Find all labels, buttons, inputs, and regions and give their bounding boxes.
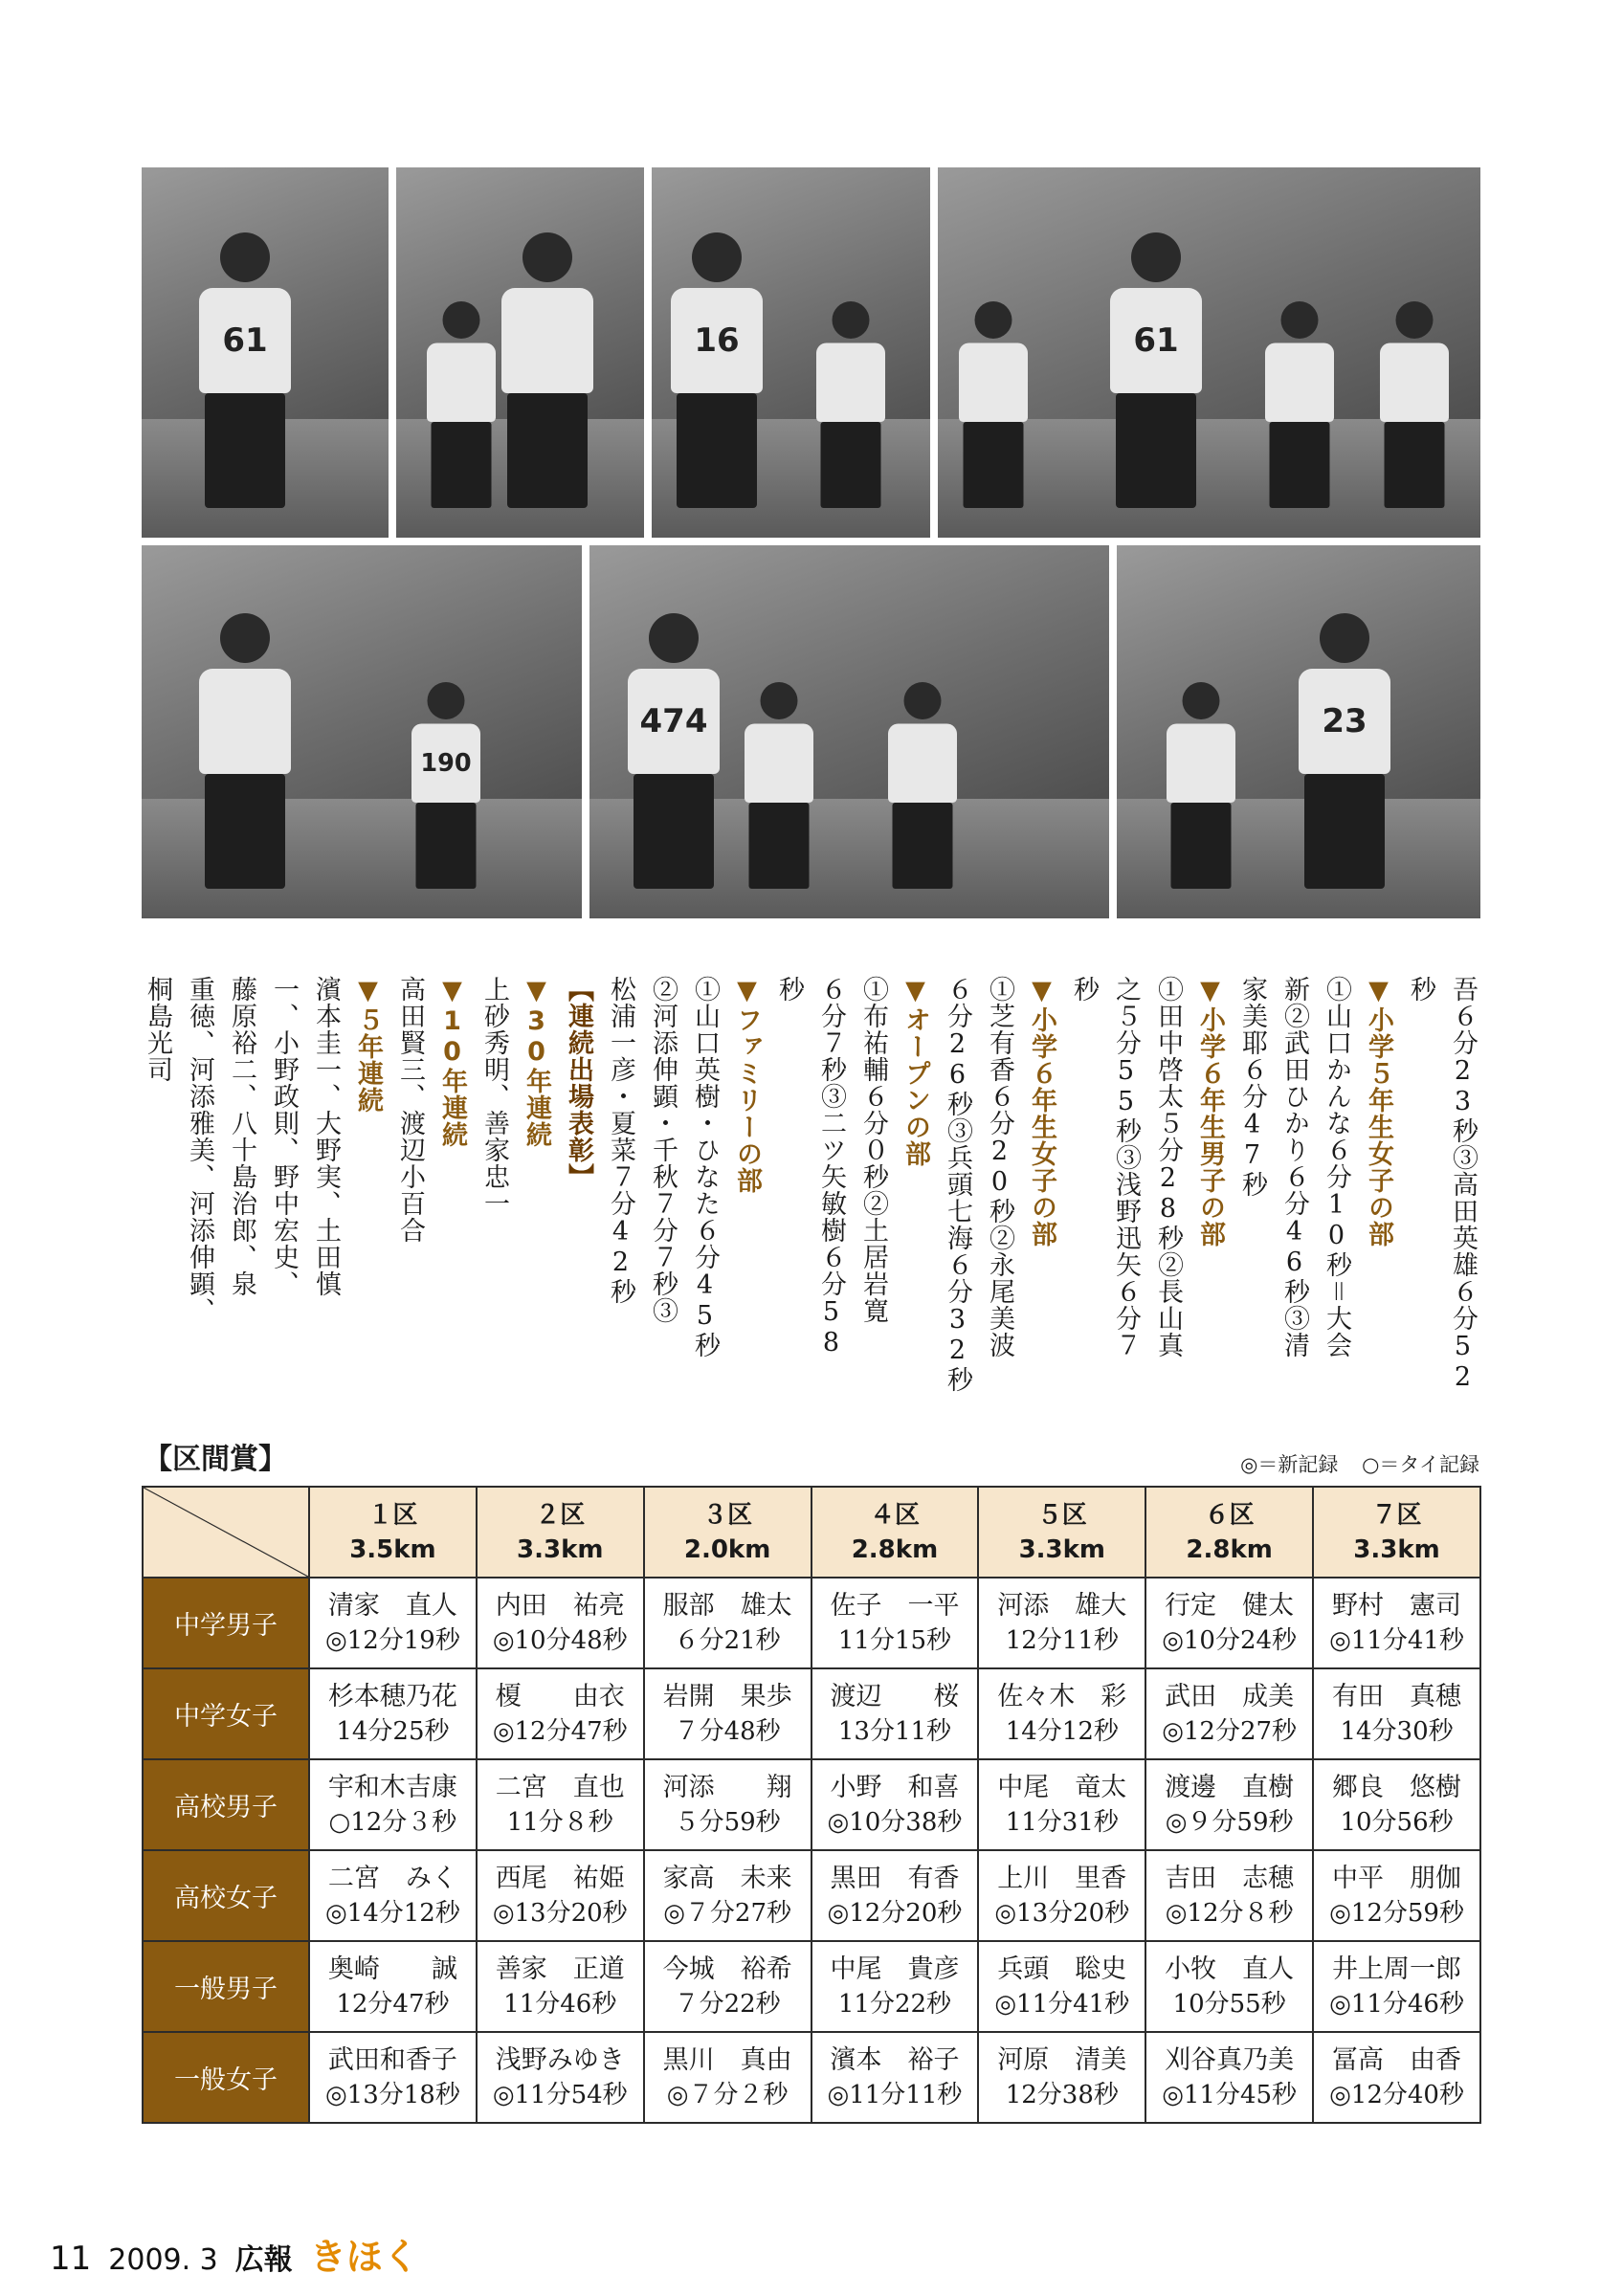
photo-start-crowd xyxy=(938,167,1480,538)
award-cell xyxy=(477,1941,644,2032)
runner-time: ◎10分48秒 xyxy=(492,1625,628,1655)
bib-number: 61 xyxy=(1110,288,1202,393)
award-cell xyxy=(477,1578,644,1668)
section-number: ４区 xyxy=(869,1500,920,1530)
category-heading: ▼小学６年生女子の部 xyxy=(1027,976,1056,1247)
runner-name: 佐子 一平 xyxy=(830,1590,960,1621)
runner-name: 渡邊 直樹 xyxy=(1165,1772,1295,1802)
section-number: ６区 xyxy=(1204,1500,1255,1530)
column-header-6 xyxy=(1145,1487,1313,1578)
bib-number: 190 xyxy=(411,723,480,803)
result-line: 一、小野政則、野中宏史、 xyxy=(269,976,299,1297)
award-cell xyxy=(1145,1759,1313,1850)
runner-time: ◎11分41秒 xyxy=(1329,1625,1464,1655)
column-header-4 xyxy=(812,1487,979,1578)
photo-family-run xyxy=(142,545,582,918)
award-cell xyxy=(812,1668,979,1759)
section-distance: 3.5km xyxy=(349,1534,436,1564)
result-line: 上砂秀明、善家忠一 xyxy=(479,976,509,1217)
result-line: 藤原裕二、八十島治郎、泉 xyxy=(227,976,256,1297)
section-title: 【区間賞】 xyxy=(144,1443,287,1476)
runner-name: 行定 健太 xyxy=(1165,1590,1295,1621)
category-label: 高校男子 xyxy=(143,1759,309,1850)
photo-runner-16 xyxy=(652,167,930,538)
award-cell xyxy=(812,1578,979,1668)
runner-time: 11分31秒 xyxy=(1005,1807,1119,1837)
result-line: 秒 xyxy=(774,976,804,1003)
award-cell xyxy=(978,1578,1145,1668)
runner-time: 14分25秒 xyxy=(336,1716,450,1746)
runner-name: 刈谷真乃美 xyxy=(1165,2044,1295,2075)
award-cell xyxy=(812,1941,979,2032)
runner-time: ◎７分27秒 xyxy=(663,1898,791,1928)
runner-time: ◎12分20秒 xyxy=(827,1898,963,1928)
table-header-row xyxy=(143,1487,1480,1578)
award-cell xyxy=(644,1578,812,1668)
category-label: 高校女子 xyxy=(143,1850,309,1941)
runner-time: ◎12分27秒 xyxy=(1162,1716,1298,1746)
result-line: 濱本圭一、大野実、土田慎 xyxy=(311,976,341,1297)
runner-name: 渡辺 桜 xyxy=(830,1681,960,1711)
runner-name: 浅野みゆき xyxy=(495,2044,625,2075)
runner-time: ◎13分20秒 xyxy=(994,1898,1130,1928)
photo-runner-girl xyxy=(142,167,389,538)
award-cell xyxy=(1313,1668,1480,1759)
runner-time: ７分22秒 xyxy=(674,1989,781,2019)
award-cell xyxy=(644,1759,812,1850)
runner-name: 中平 朋伽 xyxy=(1332,1863,1462,1893)
section-distance: 2.8km xyxy=(1186,1534,1273,1564)
runner-name: 黒川 真由 xyxy=(662,2044,792,2075)
runner-time: ◎14分12秒 xyxy=(324,1898,460,1928)
runner-time: ◎11分45秒 xyxy=(1162,2080,1298,2109)
award-cell xyxy=(309,1668,477,1759)
record-legend xyxy=(1223,1449,1479,1478)
runner-name: 善家 正道 xyxy=(495,1954,625,1984)
runner-time: ◎11分54秒 xyxy=(492,2080,628,2109)
award-cell xyxy=(978,1941,1145,2032)
runner-time: ◎13分20秒 xyxy=(492,1898,628,1928)
award-cell xyxy=(1145,1850,1313,1941)
runner-name: 小野 和喜 xyxy=(830,1772,960,1802)
category-heading: ▼オープンの部 xyxy=(900,976,930,1167)
section-number: ５区 xyxy=(1036,1500,1087,1530)
runner-time: 14分12秒 xyxy=(1005,1716,1119,1746)
column-header-2 xyxy=(477,1487,644,1578)
award-cell xyxy=(1145,2032,1313,2123)
runner-time: ７分48秒 xyxy=(674,1716,781,1746)
issue-date: 2009. 3 xyxy=(108,2243,218,2277)
runner-time: 14分30秒 xyxy=(1340,1716,1454,1746)
runner-time: ◎11分46秒 xyxy=(1329,1989,1464,2019)
result-line: 家美耶６分47秒 xyxy=(1237,976,1267,1198)
runner-name: 武田 成美 xyxy=(1165,1681,1295,1711)
runner-name: 内田 祐亮 xyxy=(495,1590,625,1621)
runner-name: 榎 由衣 xyxy=(495,1681,625,1711)
award-cell xyxy=(477,1759,644,1850)
column-header-1 xyxy=(309,1487,477,1578)
legend-tie-record: ○＝タイ記録 xyxy=(1362,1453,1479,1476)
award-cell xyxy=(1145,1941,1313,2032)
runner-name: 河添 翔 xyxy=(662,1772,792,1802)
result-line: ①田中啓太５分28秒②長山真 xyxy=(1153,976,1183,1358)
section-number: １区 xyxy=(367,1500,418,1530)
runner-name: 小牧 直人 xyxy=(1165,1954,1295,1984)
runner-time: ◎12分40秒 xyxy=(1329,2080,1464,2109)
table-row xyxy=(143,1759,1480,1850)
result-line: ６分７秒③二ツ矢敏樹６分58 xyxy=(816,976,846,1358)
runner-time: 13分11秒 xyxy=(837,1716,952,1746)
runner-time: 12分11秒 xyxy=(1005,1625,1119,1655)
photo-runner-23 xyxy=(1117,545,1480,918)
table-row xyxy=(143,1668,1480,1759)
section-distance: 2.8km xyxy=(851,1534,939,1564)
result-line: 吾６分23秒③高田英雄６分52 xyxy=(1448,976,1478,1393)
category-label: 一般女子 xyxy=(143,2032,309,2123)
bib-number: 16 xyxy=(671,288,763,393)
award-cell xyxy=(978,1759,1145,1850)
award-cell xyxy=(1313,1578,1480,1668)
category-heading: ▼５年連続 xyxy=(353,976,383,1114)
category-heading: 【連続出場表彰】 xyxy=(564,976,593,1190)
award-cell xyxy=(1145,1578,1313,1668)
publication-logo: きほく xyxy=(309,2236,419,2278)
runner-name: 吉田 志穂 xyxy=(1165,1863,1295,1893)
runner-name: 濱本 裕子 xyxy=(830,2044,960,2075)
category-label: 一般男子 xyxy=(143,1941,309,2032)
result-line: 桐島光司 xyxy=(143,976,172,1083)
runner-time: ◎10分38秒 xyxy=(827,1807,963,1837)
award-cell xyxy=(644,1850,812,1941)
runner-time: ◎10分24秒 xyxy=(1162,1625,1298,1655)
category-heading: ▼ファミリーの部 xyxy=(732,976,762,1194)
result-line: 松浦一彦・夏菜７分42秒 xyxy=(606,976,635,1305)
award-cell xyxy=(644,1941,812,2032)
publication-name: 広報 xyxy=(234,2243,293,2277)
result-line: ①芝有香６分20秒②永尾美波 xyxy=(985,976,1014,1358)
award-cell xyxy=(477,2032,644,2123)
award-cell xyxy=(309,1759,477,1850)
result-line: 之５分55秒③浅野迅矢６分７ xyxy=(1111,976,1141,1358)
runner-name: 兵頭 聡史 xyxy=(997,1954,1127,1984)
runner-name: 中尾 竜太 xyxy=(997,1772,1127,1802)
runner-time: 11分22秒 xyxy=(837,1989,952,2019)
column-header-5 xyxy=(978,1487,1145,1578)
result-line: ①山口かんな６分10秒＝大会 xyxy=(1322,976,1351,1358)
legend-new-record: ◎＝新記録 xyxy=(1240,1453,1339,1476)
runner-name: 河原 清美 xyxy=(997,2044,1127,2075)
award-cell xyxy=(309,1941,477,2032)
section-distance: 3.3km xyxy=(517,1534,604,1564)
runner-time: ◎11分11秒 xyxy=(827,2080,963,2109)
result-line: 高田賢三、渡辺小百合 xyxy=(395,976,425,1244)
table-row xyxy=(143,1578,1480,1668)
runner-name: 井上周一郎 xyxy=(1332,1954,1462,1984)
bib-number: 23 xyxy=(1299,669,1390,774)
runner-name: 中尾 貴彦 xyxy=(830,1954,960,1984)
bib-number: 474 xyxy=(628,669,720,774)
runner-time: ◎12分59秒 xyxy=(1329,1898,1464,1928)
section-award-table xyxy=(142,1486,1481,2124)
award-cell xyxy=(644,1668,812,1759)
result-line: ②河添伸顕・千秋７分７秒③ xyxy=(648,976,678,1324)
runner-time: ◎12分８秒 xyxy=(1165,1898,1294,1928)
result-line: ①布祐輔６分０秒②土居岩寛 xyxy=(858,976,888,1324)
race-results-text xyxy=(134,976,1483,1393)
runner-time: 10分55秒 xyxy=(1172,1989,1286,2019)
category-heading: ▼30年連続 xyxy=(522,976,551,1148)
award-cell xyxy=(1313,1759,1480,1850)
runner-name: 服部 雄太 xyxy=(662,1590,792,1621)
award-cell xyxy=(978,1850,1145,1941)
section-distance: 3.3km xyxy=(1353,1534,1440,1564)
category-label: 中学男子 xyxy=(143,1578,309,1668)
result-line: 新②武田ひかり６分46秒③清 xyxy=(1279,976,1309,1358)
runner-name: 佐々木 彩 xyxy=(997,1681,1127,1711)
runner-name: 清家 直人 xyxy=(327,1590,457,1621)
category-heading: ▼10年連続 xyxy=(437,976,467,1148)
runner-name: 家高 未来 xyxy=(662,1863,792,1893)
bib-number: 61 xyxy=(199,288,291,393)
runner-name: 西尾 祐姫 xyxy=(495,1863,625,1893)
result-line: ①山口英樹・ひなた６分45秒 xyxy=(690,976,720,1358)
table-row xyxy=(143,2032,1480,2123)
photo-father-child xyxy=(396,167,644,538)
result-line: 秒 xyxy=(1406,976,1435,1003)
runner-name: 二宮 直也 xyxy=(495,1772,625,1802)
award-cell xyxy=(812,1850,979,1941)
table-row xyxy=(143,1850,1480,1941)
award-cell xyxy=(477,1668,644,1759)
runner-name: 河添 雄大 xyxy=(997,1590,1127,1621)
photo-road-runners xyxy=(589,545,1109,918)
award-cell xyxy=(309,2032,477,2123)
runner-time: ○12分３秒 xyxy=(328,1807,457,1837)
runner-time: 12分47秒 xyxy=(336,1989,450,2019)
runner-name: 宇和木吉康 xyxy=(327,1772,457,1802)
runner-time: ◎９分59秒 xyxy=(1165,1807,1294,1837)
runner-name: 野村 憲司 xyxy=(1332,1590,1462,1621)
result-line: 重徳、河添雅美、河添伸顕、 xyxy=(185,976,214,1324)
runner-name: 今城 裕希 xyxy=(662,1954,792,1984)
award-cell xyxy=(477,1850,644,1941)
result-line: ６分26秒③兵頭七海６分32秒 xyxy=(943,976,972,1393)
runner-time: 12分38秒 xyxy=(1005,2080,1119,2109)
award-cell xyxy=(1145,1668,1313,1759)
award-cell xyxy=(812,1759,979,1850)
column-header-7 xyxy=(1313,1487,1480,1578)
runner-time: ◎７分２秒 xyxy=(666,2080,789,2109)
runner-time: ◎12分19秒 xyxy=(324,1625,460,1655)
runner-name: 黒田 有香 xyxy=(830,1863,960,1893)
table-row xyxy=(143,1941,1480,2032)
category-heading: ▼小学５年生女子の部 xyxy=(1364,976,1393,1247)
runner-time: 11分８秒 xyxy=(506,1807,613,1837)
runner-name: 岩開 果歩 xyxy=(662,1681,792,1711)
section-number: ２区 xyxy=(535,1500,586,1530)
award-cell xyxy=(978,1668,1145,1759)
runner-time: ６分21秒 xyxy=(674,1625,781,1655)
column-header-3 xyxy=(644,1487,812,1578)
award-cell xyxy=(309,1850,477,1941)
page-footer xyxy=(50,2227,419,2280)
runner-time: ◎12分47秒 xyxy=(492,1716,628,1746)
category-heading: ▼小学６年生男子の部 xyxy=(1195,976,1225,1247)
section-number: ３区 xyxy=(702,1500,753,1530)
runner-name: 二宮 みく xyxy=(327,1863,457,1893)
award-cell xyxy=(1313,2032,1480,2123)
runner-name: 上川 里香 xyxy=(997,1863,1127,1893)
result-line: 秒 xyxy=(1069,976,1099,1003)
runner-time: 11分15秒 xyxy=(837,1625,952,1655)
runner-time: ◎11分41秒 xyxy=(994,1989,1130,2019)
section-number: ７区 xyxy=(1371,1500,1422,1530)
runner-name: 有田 真穂 xyxy=(1332,1681,1462,1711)
award-cell xyxy=(978,2032,1145,2123)
section-distance: 2.0km xyxy=(683,1534,771,1564)
runner-name: 杉本穂乃花 xyxy=(327,1681,457,1711)
runner-name: 冨高 由香 xyxy=(1332,2044,1462,2075)
runner-name: 郷良 悠樹 xyxy=(1332,1772,1462,1802)
runner-time: 10分56秒 xyxy=(1340,1807,1454,1837)
runner-time: ◎13分18秒 xyxy=(324,2080,460,2109)
award-cell xyxy=(644,2032,812,2123)
award-cell xyxy=(812,2032,979,2123)
runner-time: 11分46秒 xyxy=(503,1989,617,2019)
table-corner xyxy=(143,1487,309,1578)
runner-name: 武田和香子 xyxy=(327,2044,457,2075)
bib-number xyxy=(501,288,593,393)
section-distance: 3.3km xyxy=(1018,1534,1106,1564)
award-cell xyxy=(309,1578,477,1668)
category-label: 中学女子 xyxy=(143,1668,309,1759)
runner-time: ５分59秒 xyxy=(674,1807,781,1837)
runner-name: 奥崎 誠 xyxy=(327,1954,457,1984)
page-number: 11 xyxy=(50,2240,92,2278)
award-cell xyxy=(1313,1941,1480,2032)
award-cell xyxy=(1313,1850,1480,1941)
